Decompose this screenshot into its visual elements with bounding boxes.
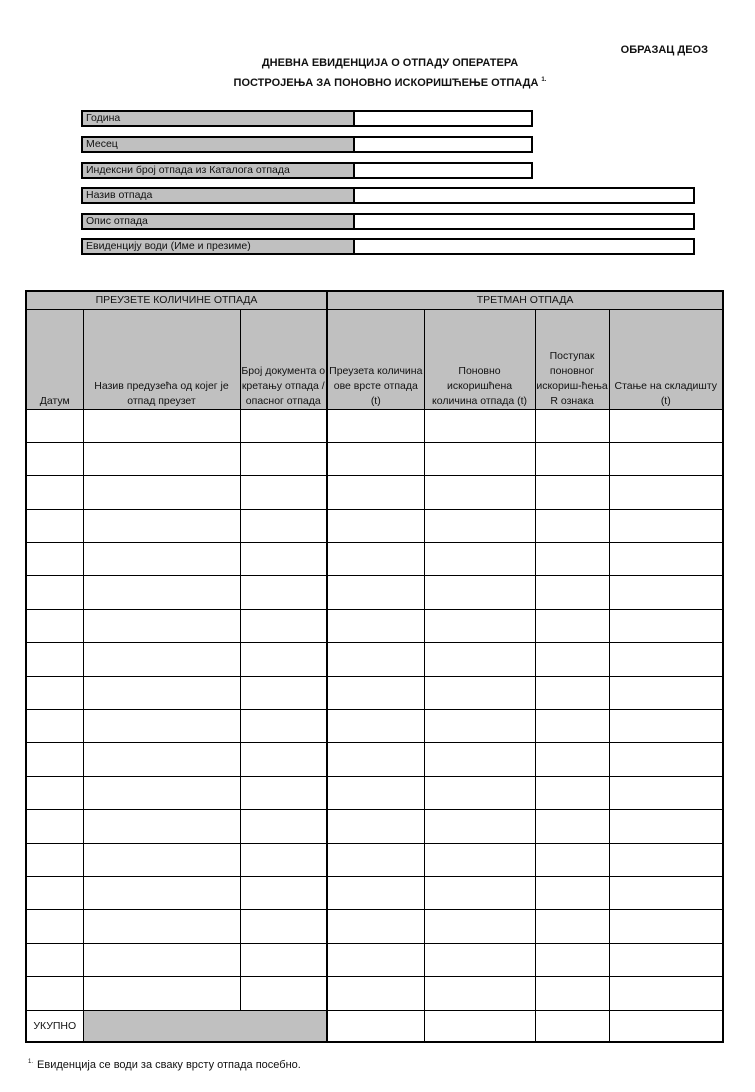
r-code-cell[interactable] <box>535 609 609 642</box>
r-code-cell[interactable] <box>535 943 609 976</box>
table-row <box>26 442 723 475</box>
document-number-cell[interactable] <box>240 509 327 542</box>
document-number-cell[interactable] <box>240 442 327 475</box>
info-row-waste-name <box>81 187 695 204</box>
reused-quantity-cell[interactable] <box>424 977 535 1010</box>
info-row-waste-description <box>81 213 695 230</box>
footnote-mark: 1. <box>28 1059 34 1065</box>
document-number-cell[interactable] <box>240 576 327 609</box>
date-cell[interactable] <box>26 843 83 876</box>
r-code-cell[interactable] <box>535 409 609 442</box>
reused-quantity-cell[interactable] <box>424 543 535 576</box>
date-cell[interactable] <box>26 476 83 509</box>
stock-cell[interactable] <box>609 710 723 743</box>
r-code-cell[interactable] <box>535 977 609 1010</box>
received-quantity-cell[interactable] <box>327 509 424 542</box>
total-reused-quantity[interactable] <box>424 1010 535 1042</box>
table-row <box>26 509 723 542</box>
total-grey-cell <box>83 1010 327 1042</box>
form-code: ОБРАЗАЦ ДЕОЗ <box>620 44 708 56</box>
document-number-cell[interactable] <box>240 776 327 809</box>
company-cell[interactable] <box>83 609 240 642</box>
table-row <box>26 710 723 743</box>
col-header-document-number: Број документа о кретању отпада / опасног отпада <box>240 309 327 409</box>
received-quantity-cell[interactable] <box>327 910 424 943</box>
footnote-text: Евиденција се води за сваку врсту отпада посебно. <box>37 1059 301 1071</box>
company-cell[interactable] <box>83 476 240 509</box>
table-row <box>26 543 723 576</box>
received-quantity-cell[interactable] <box>327 442 424 475</box>
date-cell[interactable] <box>26 810 83 843</box>
r-code-cell[interactable] <box>535 743 609 776</box>
date-cell[interactable] <box>26 509 83 542</box>
received-quantity-cell[interactable] <box>327 476 424 509</box>
company-cell[interactable] <box>83 977 240 1010</box>
form-title-line1: ДНЕВНА ЕВИДЕНЦИЈА О ОТПАДУ ОПЕРАТЕРА <box>261 57 519 69</box>
document-number-cell[interactable] <box>240 910 327 943</box>
form-title-line2 <box>150 77 630 89</box>
date-cell[interactable] <box>26 409 83 442</box>
received-quantity-cell[interactable] <box>327 977 424 1010</box>
document-number-cell[interactable] <box>240 743 327 776</box>
stock-cell[interactable] <box>609 776 723 809</box>
date-cell[interactable] <box>26 910 83 943</box>
waste-records-table <box>25 290 724 1043</box>
reused-quantity-cell[interactable] <box>424 576 535 609</box>
r-code-cell[interactable] <box>535 776 609 809</box>
stock-cell[interactable] <box>609 943 723 976</box>
waste-name-field[interactable] <box>355 189 693 202</box>
waste-description-field[interactable] <box>355 215 693 228</box>
info-row-month <box>81 136 533 153</box>
total-row <box>26 1010 723 1042</box>
date-cell[interactable] <box>26 943 83 976</box>
date-cell[interactable] <box>26 676 83 709</box>
stock-cell[interactable] <box>609 643 723 676</box>
col-header-date: Датум <box>26 309 83 409</box>
document-number-cell[interactable] <box>240 609 327 642</box>
stock-cell[interactable] <box>609 843 723 876</box>
stock-cell[interactable] <box>609 476 723 509</box>
company-cell[interactable] <box>83 409 240 442</box>
reused-quantity-cell[interactable] <box>424 442 535 475</box>
document-number-cell[interactable] <box>240 810 327 843</box>
col-header-r-code: Поступак поновног искориш-ћења R ознака <box>535 309 609 409</box>
company-cell[interactable] <box>83 743 240 776</box>
table-row <box>26 776 723 809</box>
stock-cell[interactable] <box>609 442 723 475</box>
col-header-stock: Стање на складишту (t) <box>609 309 723 409</box>
received-quantity-cell[interactable] <box>327 643 424 676</box>
reused-quantity-cell[interactable] <box>424 509 535 542</box>
document-number-cell[interactable] <box>240 476 327 509</box>
stock-cell[interactable] <box>609 876 723 909</box>
received-quantity-cell[interactable] <box>327 609 424 642</box>
reused-quantity-cell[interactable] <box>424 810 535 843</box>
received-quantity-cell[interactable] <box>327 676 424 709</box>
waste-index-label: Индексни број отпада из Каталога отпада <box>83 164 355 177</box>
recorded-by-field[interactable] <box>355 240 693 253</box>
total-received-quantity[interactable] <box>327 1010 424 1042</box>
table-row <box>26 409 723 442</box>
company-cell[interactable] <box>83 843 240 876</box>
table-row <box>26 943 723 976</box>
document-number-cell[interactable] <box>240 843 327 876</box>
table-row <box>26 609 723 642</box>
document-number-cell[interactable] <box>240 876 327 909</box>
company-cell[interactable] <box>83 776 240 809</box>
company-cell[interactable] <box>83 643 240 676</box>
reused-quantity-cell[interactable] <box>424 409 535 442</box>
date-cell[interactable] <box>26 543 83 576</box>
waste-index-field[interactable] <box>355 164 531 177</box>
info-row-recorded-by <box>81 238 695 255</box>
company-cell[interactable] <box>83 509 240 542</box>
received-quantity-cell[interactable] <box>327 743 424 776</box>
r-code-cell[interactable] <box>535 643 609 676</box>
stock-cell[interactable] <box>609 509 723 542</box>
group-header-treatment: ТРЕТМАН ОТПАДА <box>327 291 723 309</box>
date-cell[interactable] <box>26 609 83 642</box>
company-cell[interactable] <box>83 710 240 743</box>
table-row <box>26 576 723 609</box>
reused-quantity-cell[interactable] <box>424 776 535 809</box>
table-row <box>26 676 723 709</box>
total-r-code[interactable] <box>535 1010 609 1042</box>
received-quantity-cell[interactable] <box>327 776 424 809</box>
reused-quantity-cell[interactable] <box>424 643 535 676</box>
year-label: Година <box>83 112 355 125</box>
received-quantity-cell[interactable] <box>327 576 424 609</box>
received-quantity-cell[interactable] <box>327 543 424 576</box>
reused-quantity-cell[interactable] <box>424 710 535 743</box>
date-cell[interactable] <box>26 576 83 609</box>
title-footnote-mark: 1. <box>541 77 547 83</box>
company-cell[interactable] <box>83 442 240 475</box>
r-code-cell[interactable] <box>535 476 609 509</box>
col-header-reused-quantity: Поновно искоришћена количина отпада (t) <box>424 309 535 409</box>
date-cell[interactable] <box>26 710 83 743</box>
reused-quantity-cell[interactable] <box>424 609 535 642</box>
info-row-waste-index <box>81 162 533 179</box>
r-code-cell[interactable] <box>535 876 609 909</box>
received-quantity-cell[interactable] <box>327 710 424 743</box>
table-row <box>26 810 723 843</box>
reused-quantity-cell[interactable] <box>424 843 535 876</box>
total-label: УКУПНО <box>26 1010 83 1042</box>
stock-cell[interactable] <box>609 910 723 943</box>
company-cell[interactable] <box>83 543 240 576</box>
r-code-cell[interactable] <box>535 810 609 843</box>
total-stock[interactable] <box>609 1010 723 1042</box>
r-code-cell[interactable] <box>535 910 609 943</box>
date-cell[interactable] <box>26 876 83 909</box>
group-header-received: ПРЕУЗЕТЕ КОЛИЧИНЕ ОТПАДА <box>26 291 327 309</box>
r-code-cell[interactable] <box>535 843 609 876</box>
r-code-cell[interactable] <box>535 676 609 709</box>
date-cell[interactable] <box>26 977 83 1010</box>
received-quantity-cell[interactable] <box>327 810 424 843</box>
form-title-line2-text: ПОСТРОЈЕЊА ЗА ПОНОВНО ИСКОРИШЋЕЊЕ ОТПАДА <box>233 77 539 89</box>
r-code-cell[interactable] <box>535 576 609 609</box>
company-cell[interactable] <box>83 576 240 609</box>
r-code-cell[interactable] <box>535 509 609 542</box>
footnote <box>28 1059 301 1071</box>
stock-cell[interactable] <box>609 676 723 709</box>
stock-cell[interactable] <box>609 743 723 776</box>
recorded-by-label: Евиденцију води (Име и презиме) <box>83 240 355 253</box>
stock-cell[interactable] <box>609 810 723 843</box>
document-number-cell[interactable] <box>240 409 327 442</box>
r-code-cell[interactable] <box>535 710 609 743</box>
date-cell[interactable] <box>26 776 83 809</box>
received-quantity-cell[interactable] <box>327 843 424 876</box>
stock-cell[interactable] <box>609 409 723 442</box>
stock-cell[interactable] <box>609 576 723 609</box>
info-row-year <box>81 110 533 127</box>
company-cell[interactable] <box>83 676 240 709</box>
document-number-cell[interactable] <box>240 977 327 1010</box>
table-row <box>26 876 723 909</box>
received-quantity-cell[interactable] <box>327 943 424 976</box>
received-quantity-cell[interactable] <box>327 409 424 442</box>
reused-quantity-cell[interactable] <box>424 476 535 509</box>
reused-quantity-cell[interactable] <box>424 876 535 909</box>
month-label: Месец <box>83 138 355 151</box>
date-cell[interactable] <box>26 643 83 676</box>
date-cell[interactable] <box>26 442 83 475</box>
company-cell[interactable] <box>83 876 240 909</box>
r-code-cell[interactable] <box>535 442 609 475</box>
table-row <box>26 843 723 876</box>
table-row <box>26 743 723 776</box>
stock-cell[interactable] <box>609 977 723 1010</box>
table-row <box>26 910 723 943</box>
waste-name-label: Назив отпада <box>83 189 355 202</box>
company-cell[interactable] <box>83 910 240 943</box>
stock-cell[interactable] <box>609 609 723 642</box>
received-quantity-cell[interactable] <box>327 876 424 909</box>
col-header-company: Назив предузећа од којег је отпад преузет <box>83 309 240 409</box>
r-code-cell[interactable] <box>535 543 609 576</box>
table-row <box>26 643 723 676</box>
table-row <box>26 476 723 509</box>
reused-quantity-cell[interactable] <box>424 743 535 776</box>
col-header-received-quantity: Преузета количина ове врсте отпада (t) <box>327 309 424 409</box>
reused-quantity-cell[interactable] <box>424 676 535 709</box>
year-field[interactable] <box>355 112 531 125</box>
reused-quantity-cell[interactable] <box>424 910 535 943</box>
waste-description-label: Опис отпада <box>83 215 355 228</box>
table-row <box>26 977 723 1010</box>
document-number-cell[interactable] <box>240 710 327 743</box>
month-field[interactable] <box>355 138 531 151</box>
date-cell[interactable] <box>26 743 83 776</box>
document-number-cell[interactable] <box>240 543 327 576</box>
document-number-cell[interactable] <box>240 943 327 976</box>
company-cell[interactable] <box>83 943 240 976</box>
reused-quantity-cell[interactable] <box>424 943 535 976</box>
document-number-cell[interactable] <box>240 643 327 676</box>
stock-cell[interactable] <box>609 543 723 576</box>
company-cell[interactable] <box>83 810 240 843</box>
document-number-cell[interactable] <box>240 676 327 709</box>
